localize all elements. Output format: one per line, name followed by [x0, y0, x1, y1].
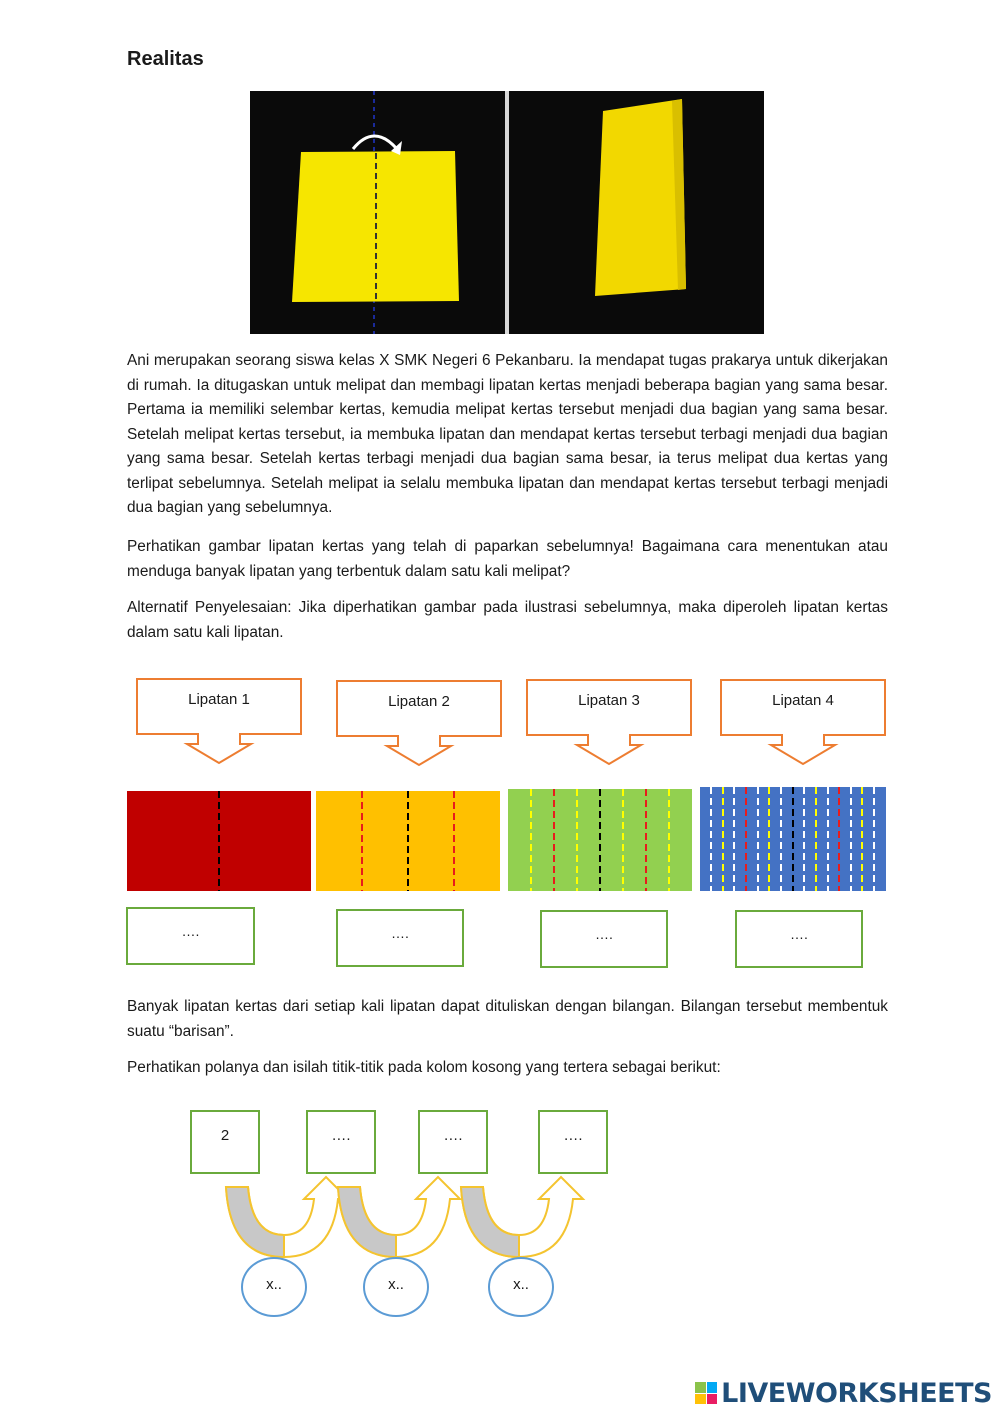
answer-placeholder: ….: [790, 926, 808, 942]
multiplier-1[interactable]: [241, 1257, 307, 1317]
stripe-lipatan-3: [508, 789, 692, 891]
sequence-term-2[interactable]: [306, 1110, 376, 1174]
folded-paper: [595, 99, 686, 296]
term-value: ….: [563, 1127, 583, 1144]
term-value: ….: [331, 1127, 351, 1144]
callout-label-lipatan-1: Lipatan 1: [188, 691, 250, 708]
multiplier-value: x..: [513, 1276, 529, 1293]
sequence-term-1: [190, 1110, 260, 1174]
answer-box-lipatan-2[interactable]: [336, 909, 464, 967]
sequence-term-3[interactable]: [418, 1110, 488, 1174]
sequence-arrows: [0, 1170, 1000, 1260]
multiplier-value: x..: [388, 1276, 404, 1293]
question-paragraph: Perhatikan gambar lipatan kertas yang telah di paparkan sebelumnya! Bagaimana cara menentukan atau menduga banyak lipatan yang terbentuk dalam satu kali melipat?: [127, 538, 888, 580]
multiplier-value: x..: [266, 1276, 282, 1293]
callout-label-lipatan-2: Lipatan 2: [388, 693, 450, 710]
callout-label-lipatan-4: Lipatan 4: [772, 692, 834, 709]
multiplier-3[interactable]: [488, 1257, 554, 1317]
sequence-term-4[interactable]: [538, 1110, 608, 1174]
term-value: ….: [443, 1127, 463, 1144]
logo-text: LIVEWORKSHEETS: [721, 1377, 992, 1409]
stripe-lipatan-2: [316, 791, 500, 891]
instruction-paragraph: Perhatikan polanya dan isilah titik-titik pada kolom kosong yang tertera sebagai berikut:: [127, 1059, 721, 1076]
sequence-intro-paragraph: Banyak lipatan kertas dari setiap kali lipatan dapat dituliskan dengan bilangan. Bilangan tersebut membentuk suatu “barisan”.: [127, 998, 888, 1040]
paper-fold-photo: [250, 91, 764, 334]
stripe-lipatan-4: [700, 787, 886, 891]
answer-box-lipatan-4[interactable]: [735, 910, 863, 968]
arrow-2: [338, 1177, 460, 1257]
answer-placeholder: ….: [595, 926, 613, 942]
answer-placeholder: ….: [181, 923, 200, 939]
multiplier-2[interactable]: [363, 1257, 429, 1317]
callout-label-lipatan-3: Lipatan 3: [578, 692, 640, 709]
story-paragraph: Ani merupakan seorang siswa kelas X SMK Negeri 6 Pekanbaru. Ia mendapat tugas prakarya untuk dikerjakan di rumah. Ia ditugaskan untuk melipat dan membagi lipatan kertas menjadi beberapa bagian yang sama besar. Pertama ia memiliki selembar kertas, kemudia melipat kertas tersebut menjadi dua bagian yang sama besar. Setelah melipat kertas tersebut, ia membuka lipatan dan mendapat kertas tersebut terbagi menjadi dua bagian yang sama besar. Setelah kertas terbagi menjadi dua bagian sama besar, ia terus melipat dua kertas yang terlipat sebelumnya. Setelah melipat ia selalu membuka lipatan dan mendapat kertas tersebut terbagi menjadi dua bagian yang sebelumnya.: [127, 352, 888, 516]
term-value: 2: [220, 1127, 230, 1144]
stripe-lipatan-1: [127, 791, 311, 891]
page-title: Realitas: [127, 48, 204, 70]
arrow-1: [226, 1177, 348, 1257]
solution-paragraph: Alternatif Penyelesaian: Jika diperhatikan gambar pada ilustrasi sebelumnya, maka diperoleh lipatan kertas dalam satu kali lipatan.: [127, 599, 888, 641]
answer-box-lipatan-1[interactable]: [126, 907, 255, 965]
answer-box-lipatan-3[interactable]: [540, 910, 668, 968]
arrow-3: [461, 1177, 583, 1257]
liveworksheets-logo: [695, 1377, 992, 1409]
logo-mark-icon: [695, 1382, 717, 1404]
answer-placeholder: ….: [391, 925, 409, 941]
